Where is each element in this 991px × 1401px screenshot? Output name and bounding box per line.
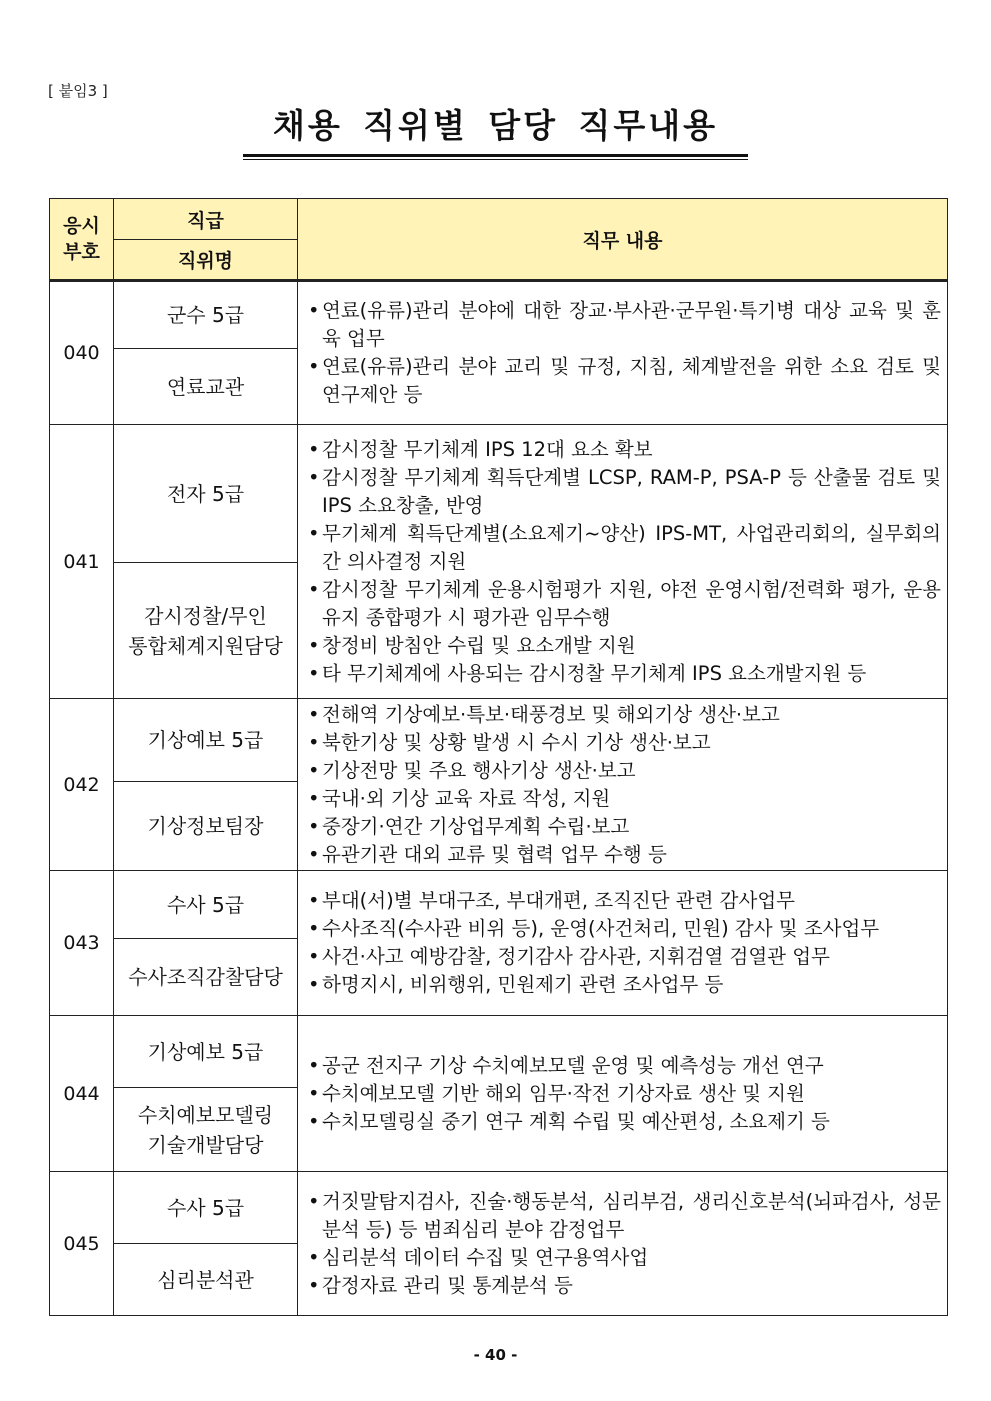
duty-item [308, 887, 941, 915]
duty-text: 수치모델링실 중기 연구 계획 수립 및 예산편성, 소요제기 등 [322, 1109, 830, 1133]
duty-text: 감시정찰 무기체계 운용시험평가 지원, 야전 운영시험/전력화 평가, 운용 유지 종합평가 시 평가관 임무수행 [322, 577, 941, 629]
duty-cell [298, 1016, 948, 1172]
header-app-no: 응시 부호 [50, 199, 114, 281]
duty-item [308, 813, 941, 841]
duty-cell [298, 699, 948, 871]
duty-item [308, 1244, 941, 1272]
duty-text: 사건·사고 예방감찰, 정기감사 감사관, 지휘검열 검열관 업무 [322, 945, 830, 968]
duty-item [308, 1188, 941, 1244]
duty-item [308, 729, 941, 757]
duty-text: 감정자료 관리 및 통계분석 등 [322, 1273, 573, 1297]
bullet-icon: • [308, 521, 320, 545]
application-number: 044 [50, 1016, 114, 1172]
application-number: 042 [50, 699, 114, 871]
duty-text: 부대(서)별 부대구조, 부대개편, 조직진단 관련 감사업무 [322, 889, 796, 912]
duty-text: 거짓말탐지검사, 진술·행동분석, 심리부검, 생리신호분석(뇌파검사, 성문분석 등) 등 범죄심리 분야 감정업무 [322, 1189, 941, 1241]
application-number: 043 [50, 871, 114, 1016]
page-title: 채용 직위별 담당 직무내용 [272, 106, 719, 145]
duty-cell [298, 1172, 948, 1316]
bullet-icon: • [308, 633, 320, 657]
bullet-icon: • [308, 1109, 320, 1133]
bullet-icon: • [308, 702, 320, 726]
table-row [50, 281, 948, 349]
header-grade: 직급 [114, 199, 298, 240]
grade-cell: 군수 5급 [114, 281, 298, 349]
title-underline-thin [243, 159, 748, 160]
table-row [50, 699, 948, 782]
duty-text: 북한기상 및 상황 발생 시 수시 기상 생산·보고 [322, 730, 711, 754]
duty-item [308, 915, 941, 943]
bullet-icon: • [308, 465, 320, 489]
duty-text: 기상전망 및 주요 행사기상 생산·보고 [322, 758, 636, 782]
grade-cell: 기상예보 5급 [114, 699, 298, 782]
bullet-icon: • [308, 577, 320, 601]
position-cell: 연료교관 [114, 349, 298, 425]
grade-cell: 전자 5급 [114, 425, 298, 563]
duty-item [308, 576, 941, 632]
duty-text: 연료(유류)관리 분야에 대한 장교·부사관·군무원·특기병 대상 교육 및 훈육 업무 [322, 299, 941, 350]
bullet-icon: • [308, 437, 320, 461]
duty-text: 전해역 기상예보·특보·태풍경보 및 해외기상 생산·보고 [322, 702, 780, 726]
duty-cell [298, 425, 948, 699]
duty-text: 무기체계 획득단계별(소요제기~양산) IPS-MT, 사업관리회의, 실무회의 간 의사결정 지원 [322, 521, 941, 573]
duty-text: 연료(유류)관리 분야 교리 및 규정, 지침, 체계발전을 위한 소요 검토 및 연구제안 등 [322, 355, 941, 406]
page-number: - 40 - [473, 1346, 518, 1364]
duty-text: 국내·외 기상 교육 자료 작성, 지원 [322, 786, 611, 810]
table-row [50, 1172, 948, 1244]
duty-text: 타 무기체계에 사용되는 감시정찰 무기체계 IPS 요소개발지원 등 [322, 661, 867, 685]
bullet-icon: • [308, 758, 320, 782]
duty-item [308, 660, 941, 688]
duty-item [308, 436, 941, 464]
bullet-icon: • [308, 945, 320, 968]
grade-cell: 기상예보 5급 [114, 1016, 298, 1088]
bullet-icon: • [308, 1273, 320, 1297]
bullet-icon: • [308, 842, 320, 866]
position-cell: 심리분석관 [114, 1244, 298, 1316]
duty-item [308, 520, 941, 576]
duty-item [308, 971, 941, 999]
duty-cell [298, 871, 948, 1016]
duty-text: 창정비 방침안 수립 및 요소개발 지원 [322, 633, 636, 657]
title-block [243, 104, 748, 148]
grade-cell: 수사 5급 [114, 871, 298, 939]
position-cell: 기상정보팀장 [114, 782, 298, 871]
table-row [50, 871, 948, 939]
duty-item [308, 1272, 941, 1300]
bullet-icon: • [308, 973, 320, 996]
position-cell: 수치예보모델링 기술개발담당 [114, 1088, 298, 1172]
title-underline-thick [243, 154, 748, 157]
duty-item [308, 841, 941, 869]
bullet-icon: • [308, 1081, 320, 1105]
duty-text: 감시정찰 무기체계 획득단계별 LCSP, RAM-P, PSA-P 등 산출물 검토 및 IPS 소요창출, 반영 [322, 465, 941, 517]
header-duty: 직무 내용 [298, 199, 948, 281]
duty-item [308, 1080, 941, 1108]
duty-item [308, 1052, 941, 1080]
bullet-icon: • [308, 1053, 320, 1077]
duty-text: 감시정찰 무기체계 IPS 12대 요소 확보 [322, 437, 653, 461]
bullet-icon: • [308, 1189, 320, 1213]
duty-text: 수치예보모델 기반 해외 임무·작전 기상자료 생산 및 지원 [322, 1081, 805, 1105]
table-row [50, 425, 948, 563]
duty-text: 유관기관 대외 교류 및 협력 업무 수행 등 [322, 842, 667, 866]
duty-item [308, 757, 941, 785]
position-cell: 감시정찰/무인 통합체계지원담당 [114, 563, 298, 699]
bullet-icon: • [308, 917, 320, 940]
bullet-icon: • [308, 355, 320, 378]
application-number: 040 [50, 281, 114, 425]
application-number: 045 [50, 1172, 114, 1316]
bullet-icon: • [308, 1245, 320, 1269]
duty-cell [298, 281, 948, 425]
bullet-icon: • [308, 299, 320, 322]
duty-item [308, 701, 941, 729]
attachment-tag: [ 붙임3 ] [48, 82, 108, 100]
duty-text: 공군 전지구 기상 수치예보모델 운영 및 예측성능 개선 연구 [322, 1053, 824, 1077]
bullet-icon: • [308, 786, 320, 810]
bullet-icon: • [308, 814, 320, 838]
duty-item [308, 353, 941, 409]
duty-item [308, 632, 941, 660]
duty-item [308, 297, 941, 353]
position-cell: 수사조직감찰담당 [114, 939, 298, 1016]
application-number: 041 [50, 425, 114, 699]
table-row [50, 1016, 948, 1088]
bullet-icon: • [308, 730, 320, 754]
duty-item [308, 943, 941, 971]
bullet-icon: • [308, 889, 320, 912]
grade-cell: 수사 5급 [114, 1172, 298, 1244]
duty-text: 하명지시, 비위행위, 민원제기 관련 조사업무 등 [322, 973, 724, 996]
duty-text: 중장기·연간 기상업무계획 수립·보고 [322, 814, 630, 838]
duty-item [308, 464, 941, 520]
duty-table [49, 198, 948, 1316]
duty-item [308, 1108, 941, 1136]
duty-item [308, 785, 941, 813]
duty-text: 심리분석 데이터 수집 및 연구용역사업 [322, 1245, 649, 1269]
bullet-icon: • [308, 661, 320, 685]
header-position: 직위명 [114, 240, 298, 281]
duty-text: 수사조직(수사관 비위 등), 운영(사건처리, 민원) 감사 및 조사업무 [322, 917, 880, 940]
